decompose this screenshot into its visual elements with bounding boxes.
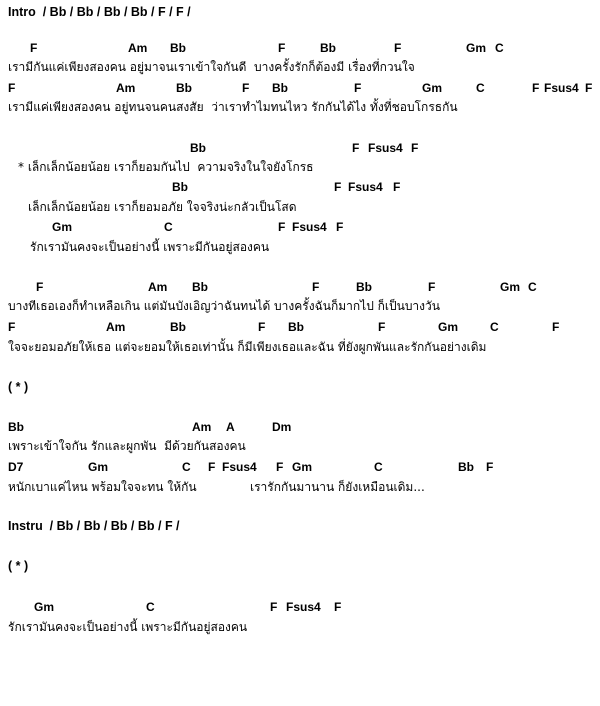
- lyric-line: บางทีเธอเองก็ทำเหลือเกิน แต่มันบังเอิญว่าฉันทนได้ บางครั้งฉันก็มากไป ก็เป็นบางวัน: [8, 299, 440, 313]
- chord-line: [0, 458, 600, 476]
- chord: Bb: [170, 41, 186, 55]
- chord: C: [164, 220, 173, 234]
- lyric-line: เรามีแค่เพียงสองคน อยู่ทนจนคนสงสัย ว่าเราทำไมทนไหว รักกันได้ไง ทั้งที่ชอบโกรธกัน: [8, 100, 458, 114]
- lyric-line: เพราะเข้าใจกัน รักและผูกพัน มีด้วยกันสองคน: [8, 439, 246, 453]
- chord: Fsus4: [368, 141, 403, 155]
- chord: Bb: [192, 280, 208, 294]
- chord: Bb: [320, 41, 336, 55]
- lyric-line: รักเรามันคงจะเป็นอย่างนี้ เพราะมีกันอยู่สองคน: [8, 620, 248, 634]
- lyric-line: ใจจะยอมอภัยให้เธอ แต่จะยอมให้เธอเท่านั้น ก็มีเพียงเธอและฉัน ที่ยังผูกพันและรักกันอย่างเดิม: [8, 340, 487, 354]
- chord: Gm: [500, 280, 521, 294]
- chord: F: [334, 180, 342, 194]
- lyric-line: เล็กเล็กน้อยน้อย เราก็ยอมอภัย ใจจริงน่ะกลัวเป็นโสด: [28, 200, 297, 214]
- chord: Bb: [176, 81, 192, 95]
- chord-line: [0, 79, 600, 97]
- chord: D7: [8, 460, 24, 474]
- chord: Am: [116, 81, 136, 95]
- chord: Am: [148, 280, 168, 294]
- chord: Bb: [272, 81, 288, 95]
- chord: Bb: [288, 320, 304, 334]
- chord: Am: [128, 41, 148, 55]
- chord: F: [334, 600, 342, 614]
- chord-line: [0, 598, 600, 616]
- chord: F: [278, 41, 286, 55]
- chord: Bb: [190, 141, 206, 155]
- chord: F: [378, 320, 386, 334]
- chord-line: [0, 218, 600, 236]
- chord: F: [585, 81, 593, 95]
- chord: F: [393, 180, 401, 194]
- chorus-repeat-marker: ( * ): [8, 559, 29, 573]
- chord: Gm: [34, 600, 55, 614]
- lyric-line: หนักเบาแค่ไหน พร้อมใจจะทน ให้กัน เรารักกันมานาน ก็ยังเหมือนเดิม...: [8, 480, 425, 494]
- chord: C: [182, 460, 191, 474]
- chord: F: [411, 141, 419, 155]
- chord: F: [270, 600, 278, 614]
- chord: C: [490, 320, 499, 334]
- chord: F: [486, 460, 494, 474]
- chord: Fsus4: [286, 600, 321, 614]
- chord: Bb: [356, 280, 372, 294]
- chord: Bb: [458, 460, 474, 474]
- chord: C: [146, 600, 155, 614]
- chord-line: [0, 39, 600, 57]
- chord: F: [208, 460, 216, 474]
- chord: Gm: [292, 460, 313, 474]
- chord: F: [258, 320, 266, 334]
- chord: Gm: [438, 320, 459, 334]
- chord: C: [495, 41, 504, 55]
- chord: F: [354, 81, 362, 95]
- chord-line: [0, 178, 600, 196]
- chord: F: [30, 41, 38, 55]
- chord: F: [352, 141, 360, 155]
- chord: Fsus4: [544, 81, 579, 95]
- chord: F: [394, 41, 402, 55]
- chord-line: [0, 318, 600, 336]
- chord-line: [0, 139, 600, 157]
- chord: Bb: [8, 420, 24, 434]
- lyric-line: * เล็กเล็กน้อยน้อย เราก็ยอมกันไป ความจริงในใจยังโกรธ: [18, 160, 314, 174]
- chord: F: [8, 81, 16, 95]
- instrumental-line: Instru / Bb / Bb / Bb / Bb / F /: [8, 519, 180, 533]
- chord: F: [552, 320, 560, 334]
- chorus-repeat-marker: ( * ): [8, 380, 29, 394]
- chord: Fsus4: [222, 460, 257, 474]
- lyric-line: รักเรามันคงจะเป็นอย่างนี้ เพราะมีกันอยู่สองคน: [30, 240, 270, 254]
- chord: Gm: [88, 460, 109, 474]
- chord: Bb: [172, 180, 188, 194]
- chord: Fsus4: [348, 180, 383, 194]
- chord: F: [242, 81, 250, 95]
- lyric-line: เรามีกันแค่เพียงสองคน อยู่มาจนเราเข้าใจกันดี บางครั้งรักก็ต้องมี เรื่องที่กวนใจ: [8, 60, 415, 74]
- chord: C: [476, 81, 485, 95]
- chord: A: [226, 420, 235, 434]
- chord-line: [0, 418, 600, 436]
- intro-line: Intro / Bb / Bb / Bb / Bb / F / F /: [8, 5, 191, 19]
- chord-line: [0, 278, 600, 296]
- chord: Gm: [52, 220, 73, 234]
- chord: F: [36, 280, 44, 294]
- chord: F: [336, 220, 344, 234]
- chord: Dm: [272, 420, 292, 434]
- chord: Gm: [422, 81, 443, 95]
- chord: C: [374, 460, 383, 474]
- chord: C: [528, 280, 537, 294]
- chord: Am: [106, 320, 126, 334]
- chord: F: [428, 280, 436, 294]
- chord: F: [278, 220, 286, 234]
- chord: Bb: [170, 320, 186, 334]
- chord: F: [312, 280, 320, 294]
- chord: Fsus4: [292, 220, 327, 234]
- chord: F: [8, 320, 16, 334]
- chord: F: [532, 81, 540, 95]
- chord: Am: [192, 420, 212, 434]
- chord: F: [276, 460, 284, 474]
- chord: Gm: [466, 41, 487, 55]
